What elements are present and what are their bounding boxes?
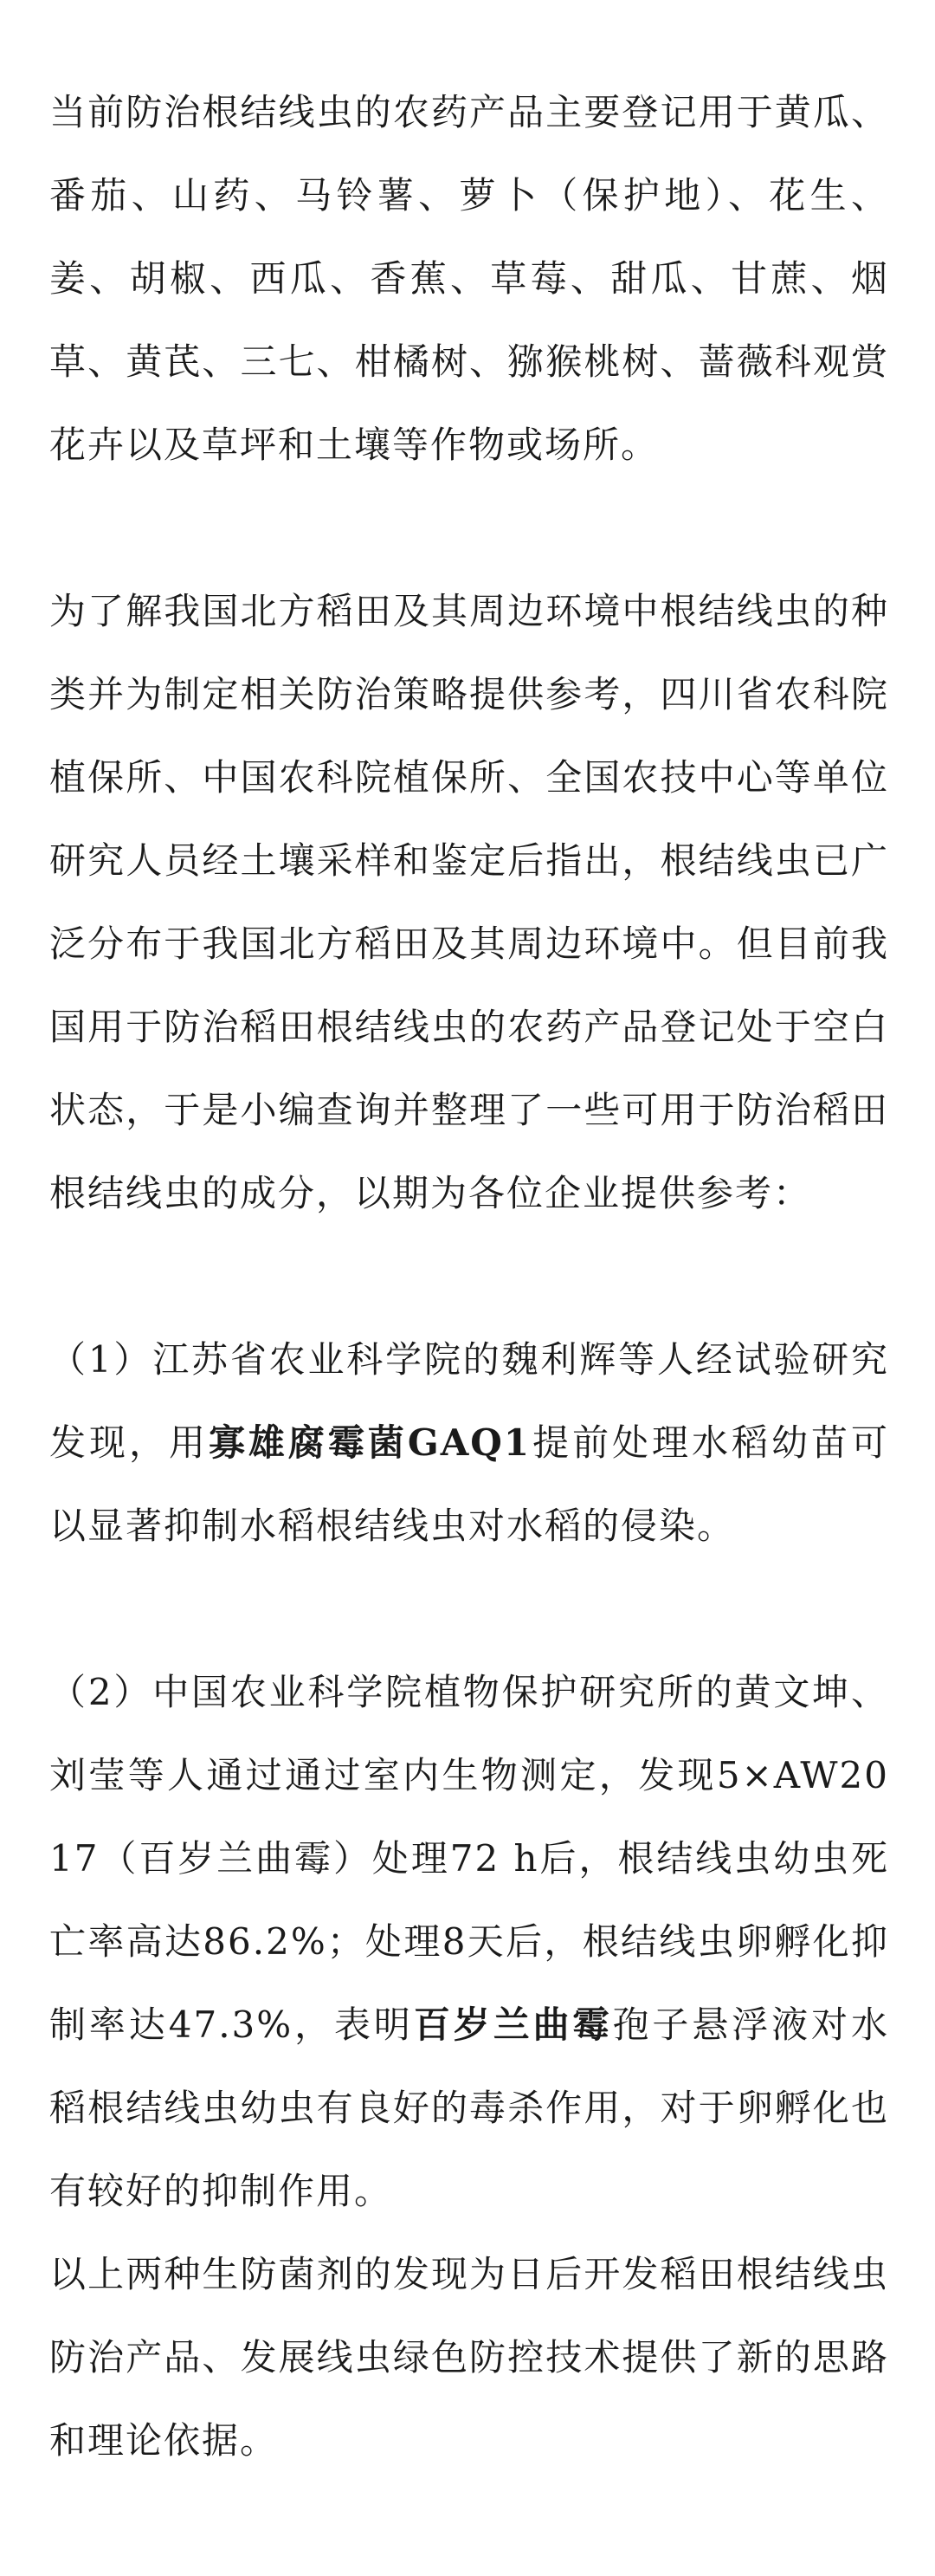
item-2-text-after: 孢子悬浮液对水稻根结线虫幼虫有良好的毒杀作用，对于卵孵化也有较好的抑制作用。 [49,2003,889,2212]
item-1-text-before: （1）江苏省农业科学院的魏利辉等人经试验研究发现，用 [49,1338,889,1464]
paragraph-conclusion: 以上两种生防菌剂的发现为日后开发稻田根结线虫防治产品、发展线虫绿色防控技术提供了新的思路和理论依据。 [49,2253,889,2462]
paragraph-item-1 [49,1318,889,1568]
article-body [49,71,889,2482]
item-2-highlight: 百岁兰曲霉 [413,2003,613,2046]
paragraph-northern-paddy-survey: 为了解我国北方稻田及其周边环境中根结线虫的种类并为制定相关防治策略提供参考，四川省农科院植保所、中国农科院植保所、全国农技中心等单位研究人员经土壤采样和鉴定后指出，根结线虫已广泛分布于我国北方稻田及其周边环境中。但目前我国用于防治稻田根结线虫的农药产品登记处于空白状态，于是小编查询并整理了一些可用于防治稻田根结线虫的成分，以期为各位企业提供参考： [49,590,889,1214]
paragraph-item-2 [49,1651,889,2233]
item-1-text-after: 提前处理水稻幼苗可以显著抑制水稻根结线虫对水稻的侵染。 [49,1421,889,1547]
item-2-text-before: （2）中国农业科学院植物保护研究所的黄文坤、刘莹等人通过通过室内生物测定，发现5×AW2017（百岁兰曲霉）处理72 h后，根结线虫幼虫死亡率高达86.2%；处理8天后，根结线虫卵孵化抑制率达47.3%，表明 [49,1671,889,2046]
paragraph-registered-crops: 当前防治根结线虫的农药产品主要登记用于黄瓜、番茄、山药、马铃薯、萝卜（保护地）、花生、姜、胡椒、西瓜、香蕉、草莓、甜瓜、甘蔗、烟草、黄芪、三七、柑橘树、猕猴桃树、蔷薇科观赏花卉以及草坪和土壤等作物或场所。 [49,91,889,466]
item-1-highlight: 寡雄腐霉菌GAQ1 [208,1421,532,1464]
